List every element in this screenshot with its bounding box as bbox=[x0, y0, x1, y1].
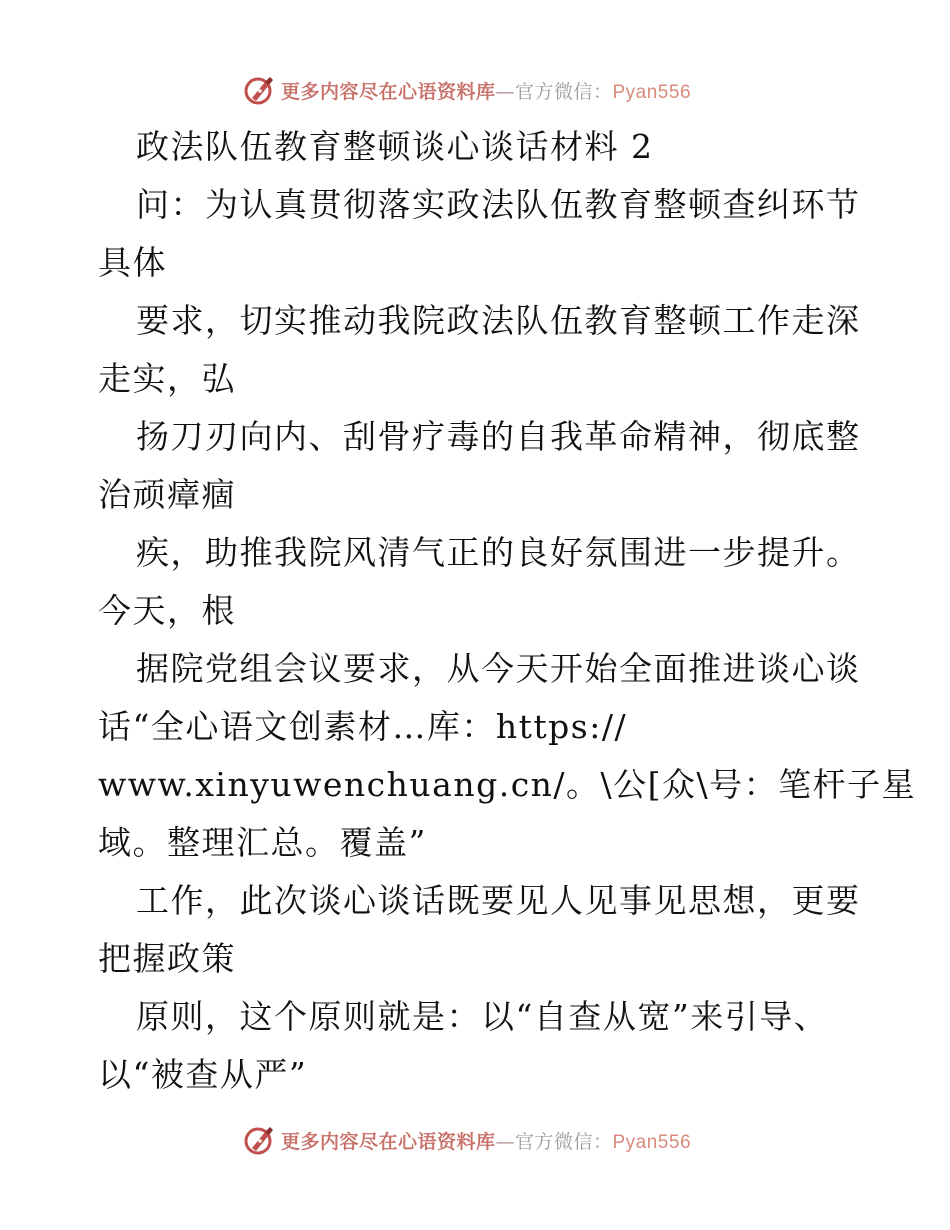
document-title: 政法队伍教育整顿谈心谈话材料 2 bbox=[136, 127, 654, 166]
footer-banner-text bbox=[281, 1127, 691, 1154]
footer-wechat-id: Pyan556 bbox=[612, 1131, 692, 1153]
text-line: 问：为认真贯彻落实政法队伍教育整顿查纠环节 bbox=[136, 185, 861, 224]
header-banner-inner bbox=[243, 74, 691, 106]
text-line: 把握政策 bbox=[98, 939, 236, 978]
footer-brand-text: 更多内容尽在心语资料库 bbox=[280, 1130, 496, 1153]
header-banner bbox=[0, 70, 950, 110]
text-line: 治顽瘴痼 bbox=[98, 475, 236, 514]
footer-separator: — bbox=[495, 1130, 515, 1153]
footer-banner bbox=[0, 1120, 950, 1160]
header-wechat-label: 官方微信： bbox=[514, 80, 613, 103]
text-line: 话“全心语文创素材…库：https:// bbox=[98, 707, 628, 746]
text-line: 走实，弘 bbox=[98, 359, 236, 398]
header-separator: — bbox=[495, 80, 515, 103]
header-wechat-id: Pyan556 bbox=[612, 81, 692, 103]
text-line: www.xinyuwenchuang.cn/。\公[众\号：笔杆子星 bbox=[98, 765, 917, 804]
footer-banner-inner bbox=[243, 1124, 691, 1156]
text-line: 据院党组会议要求，从今天开始全面推进谈心谈 bbox=[136, 649, 861, 688]
text-line: 扬刀刃向内、刮骨疗毒的自我革命精神，彻底整 bbox=[136, 417, 861, 456]
text-line: 域。整理汇总。覆盖” bbox=[98, 823, 427, 862]
pen-nib-icon bbox=[243, 1124, 275, 1156]
text-line: 今天，根 bbox=[98, 591, 236, 630]
header-banner-text bbox=[281, 77, 691, 104]
document-body bbox=[98, 118, 917, 1104]
text-line: 以“被查从严” bbox=[98, 1055, 308, 1094]
header-brand-text: 更多内容尽在心语资料库 bbox=[280, 80, 496, 103]
text-line: 原则，这个原则就是：以“自查从宽”来引导、 bbox=[136, 997, 829, 1036]
footer-wechat-label: 官方微信： bbox=[514, 1130, 613, 1153]
text-line: 疾，助推我院风清气正的良好氛围进一步提升。 bbox=[136, 533, 861, 572]
text-line: 要求，切实推动我院政法队伍教育整顿工作走深 bbox=[136, 301, 861, 340]
text-line: 工作，此次谈心谈话既要见人见事见思想，更要 bbox=[136, 881, 861, 920]
text-line: 具体 bbox=[98, 243, 167, 282]
pen-nib-icon bbox=[243, 74, 275, 106]
